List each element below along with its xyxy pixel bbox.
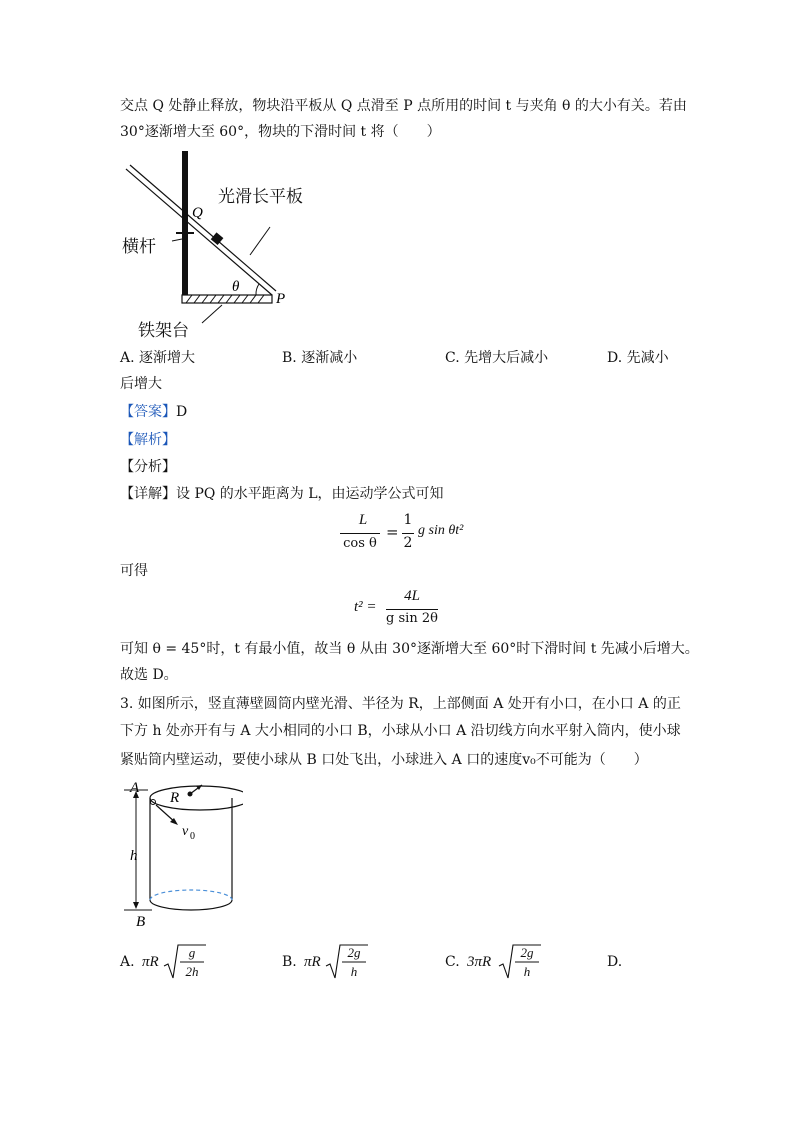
q3-option-b-coef: πR <box>304 954 321 970</box>
eq1-equals: = <box>386 523 399 541</box>
q3-option-b-den: h <box>350 964 358 979</box>
q3-option-b-prefix: B. <box>282 954 297 970</box>
answer-value: D <box>176 404 188 420</box>
option-c: C. 先增大后减小 <box>445 350 549 366</box>
q3-option-c-prefix: C. <box>445 954 460 970</box>
answer-tag: 【答案】 <box>120 404 176 420</box>
q3-option-a-den: 2h <box>185 964 199 979</box>
q3-option-c-den: h <box>523 964 531 979</box>
q3-option-b-num: 2g <box>347 945 361 960</box>
eq1-rhs: g sin θt² <box>418 523 464 538</box>
label-a: A <box>130 780 140 796</box>
label-v: v <box>182 824 189 839</box>
choice-text: 故选 D。 <box>120 667 178 683</box>
cylinder-figure <box>118 778 243 930</box>
cylinder-bottom-front <box>150 900 232 910</box>
label-b: B <box>136 914 146 930</box>
equation-1 <box>336 512 486 556</box>
fenxi-tag: 【分析】 <box>120 459 176 475</box>
question-intro-line1: 交点 Q 处静止释放，物块沿平板从 Q 点滑至 P 点所用的时间 t 与夹角 θ 的大小有关。若由 <box>120 98 687 114</box>
label-h: h <box>130 848 138 864</box>
q3-option-a-coef: πR <box>142 954 159 970</box>
q3-option-a <box>120 942 210 984</box>
label-stand: 铁架台 <box>138 321 189 341</box>
detail-text: 设 PQ 的水平距离为 L，由运动学公式可知 <box>176 486 444 502</box>
option-a: A. 逐渐增大 <box>120 350 196 366</box>
q3-option-c-num: 2g <box>520 945 534 960</box>
option-d: D. 先减小 <box>607 350 669 366</box>
q3-option-a-num: g <box>188 945 196 960</box>
label-theta: θ <box>232 279 240 295</box>
equation-2 <box>354 588 464 632</box>
label-q: Q <box>192 205 203 221</box>
detail-line <box>120 484 444 504</box>
label-p: P <box>276 291 286 307</box>
answer-line <box>120 402 187 422</box>
q3-line3: 紧贴筒内壁运动，要使小球从 B 口处飞出，小球进入 A 口的速度v₀不可能为（ ） <box>120 752 648 768</box>
eq2-numerator: 4L <box>404 588 420 604</box>
q3-option-b <box>282 942 372 984</box>
label-v-sub: 0 <box>190 831 195 842</box>
eq1-lhs-numerator: L <box>358 512 368 528</box>
q3-line1: 3. 如图所示，竖直薄壁圆筒内壁光滑、半径为 R，上部侧面 A 处开有小口，在小口 A 的正 <box>120 696 681 712</box>
eq1-lhs-denominator: cos θ <box>343 536 377 551</box>
cylinder-bottom-back <box>150 890 232 900</box>
question-intro-line2: 30°逐渐增大至 60°，物块的下滑时间 t 将（ ） <box>120 124 441 140</box>
label-r: R <box>170 790 180 806</box>
option-d-continued: 后增大 <box>120 376 162 392</box>
q3-line2: 下方 h 处亦开有与 A 大小相同的小口 B，小球从小口 A 沿切线方向水平射入筒内，使小球 <box>120 723 681 739</box>
vertical-rod <box>182 151 188 299</box>
q3-option-a-prefix: A. <box>120 954 135 970</box>
q3-option-c-coef: 3πR <box>467 954 492 970</box>
eq2-denominator: g sin 2θ <box>386 611 438 626</box>
detail-tag: 【详解】 <box>120 486 176 502</box>
theta-arc <box>256 284 259 295</box>
eq1-half-denominator: 2 <box>403 535 413 551</box>
q3-option-c <box>445 942 545 984</box>
q3-option-d-prefix: D. <box>607 954 623 970</box>
option-b: B. 逐渐减小 <box>282 350 358 366</box>
label-bar: 横杆 <box>122 237 156 257</box>
analysis-tag: 【解析】 <box>120 432 176 448</box>
conclusion-text: 可知 θ = 45°时，t 有最小值，故当 θ 从由 30°逐渐增大至 60°时下滑时间 t 先减小后增大。 <box>120 641 699 657</box>
label-board: 光滑长平板 <box>218 187 303 207</box>
eq1-half-numerator: 1 <box>403 512 413 528</box>
keyide-text: 可得 <box>120 563 148 579</box>
eq2-lhs: t² = <box>354 599 377 615</box>
